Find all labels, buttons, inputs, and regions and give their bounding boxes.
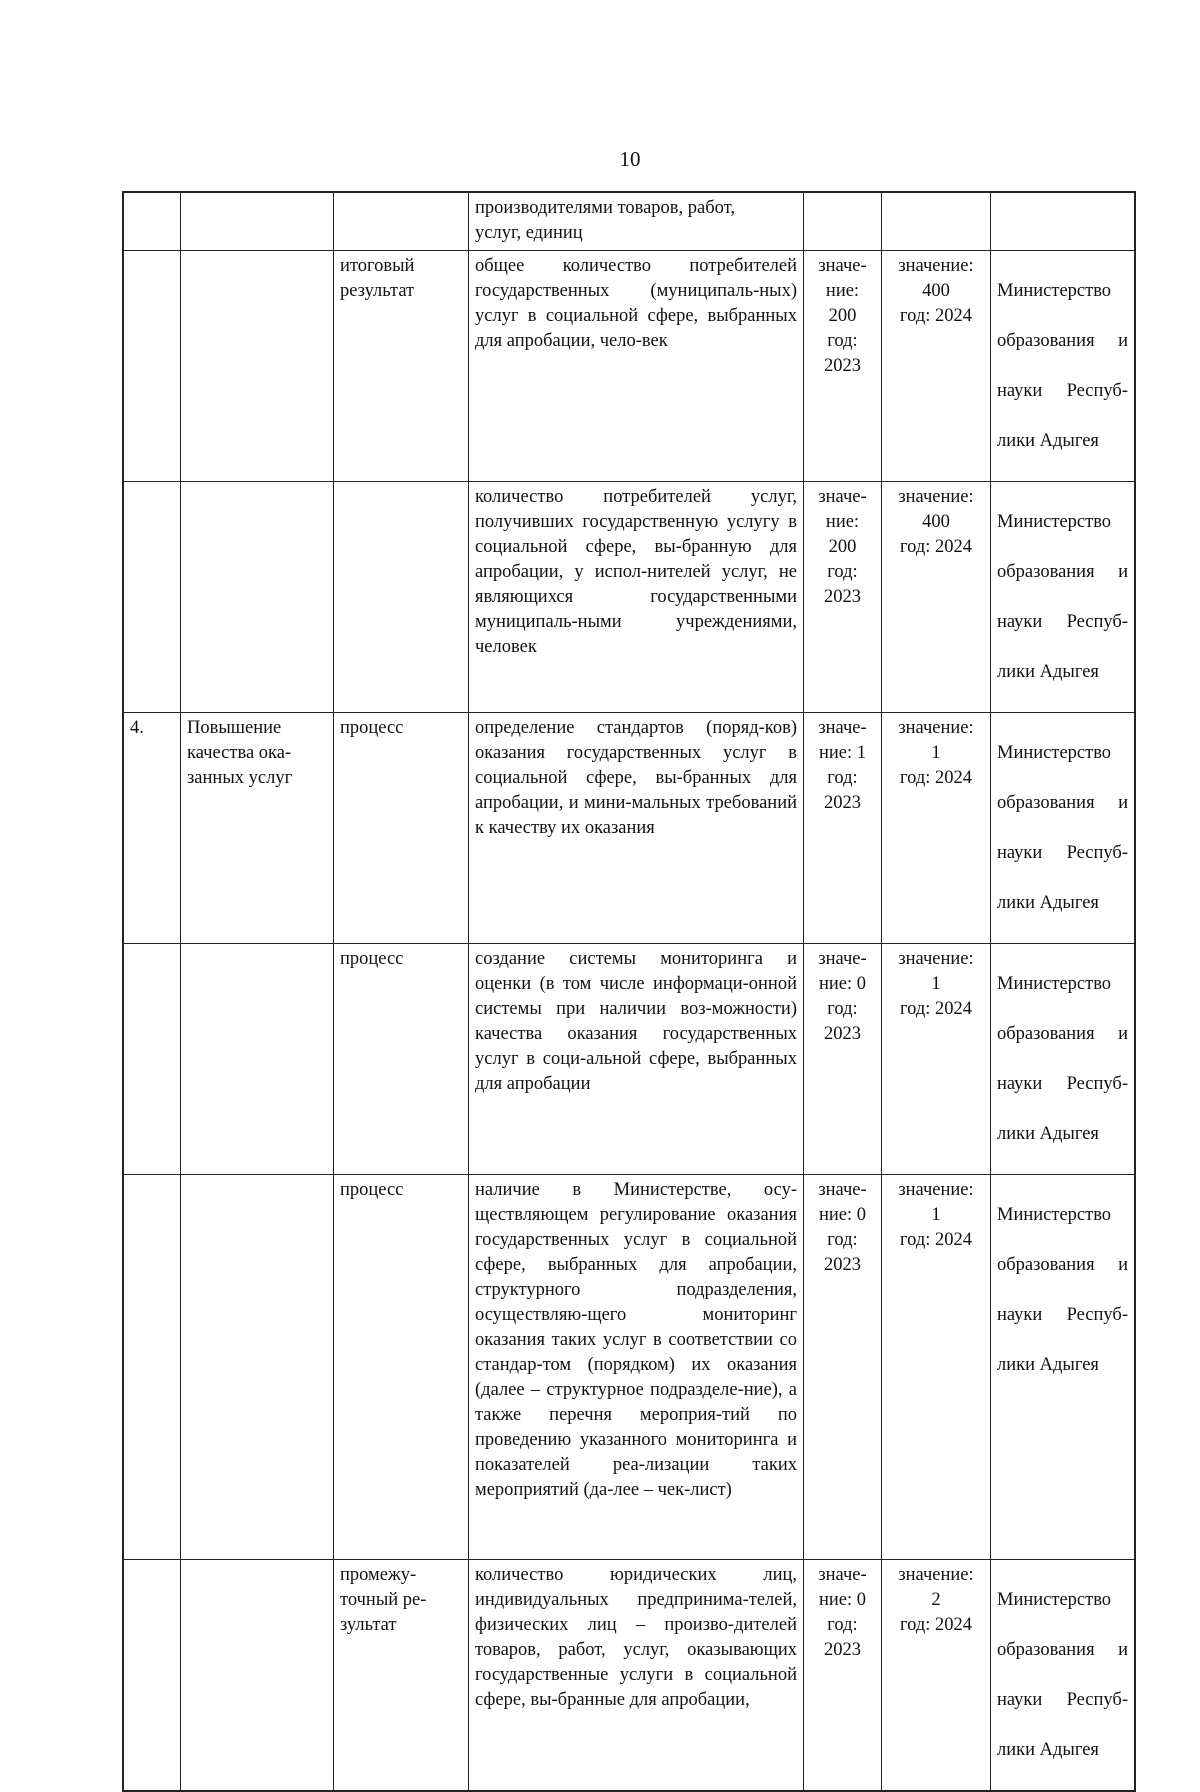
indicator-type-cell: процесс [334, 712, 469, 943]
responsible-line: Министерство [997, 973, 1112, 994]
row-number-cell [123, 1559, 181, 1791]
base-value-cell: значе- ние: 1 год: 2023 [804, 712, 882, 943]
indicator-cell: количество юридических лиц, индивидуальных предпринима-телей, физических лиц – произво-дителей товаров, работ, услуг, оказывающих государственные услуги в социальной сфере, вы-бранные для апробации, [469, 1559, 804, 1791]
table-row [123, 712, 1135, 943]
table-row [123, 1559, 1135, 1791]
task-cell [181, 1559, 334, 1791]
row-number-cell [123, 1174, 181, 1559]
target-value-cell: значение: 400 год: 2024 [882, 481, 991, 712]
responsible-line: лики Адыгея [997, 1354, 1099, 1375]
target-value-cell: значение: 2 год: 2024 [882, 1559, 991, 1791]
target-value-cell [882, 192, 991, 250]
indicator-cell: определение стандартов (поряд-ков) оказания государственных услуг в социальной сфере, вы-бранных для апробации, и мини-мальных требований к качеству их оказания [469, 712, 804, 943]
row-number-cell [123, 192, 181, 250]
responsible-line: образования и [997, 1023, 1128, 1044]
task-cell [181, 1174, 334, 1559]
responsible-line: науки Респуб- [997, 1689, 1128, 1710]
responsible-line: образования и [997, 561, 1128, 582]
indicator-type-cell: процесс [334, 943, 469, 1174]
task-cell [181, 943, 334, 1174]
target-value-cell: значение: 1 год: 2024 [882, 1174, 991, 1559]
responsible-line: науки Респуб- [997, 842, 1128, 863]
target-value-cell: значение: 1 год: 2024 [882, 712, 991, 943]
responsible-cell [991, 1174, 1136, 1559]
responsible-line: Министерство [997, 1589, 1112, 1610]
indicator-cell: наличие в Министерстве, осу-ществляющем регулирование оказания государственных услуг в социальной сфере, выбранных для апробации, структурного подразделения, осуществляю-щего мониторинг оказания таких услуг в соответствии со стандар-том (порядком) их оказания (далее – структурное подразделе-ние), а также перечня мероприя-тий по проведению указанного мониторинга и показателей реа-лизации таких мероприятий (да-лее – чек-лист) [469, 1174, 804, 1559]
indicator-cell: создание системы мониторинга и оценки (в том числе информаци-онной системы при наличии воз-можности) качества оказания государственных услуг в соци-альной сфере, выбранных для апробации [469, 943, 804, 1174]
responsible-line: образования и [997, 1254, 1128, 1275]
indicator-type-cell: процесс [334, 1174, 469, 1559]
responsible-line: лики Адыгея [997, 1123, 1099, 1144]
indicator-cell: общее количество потребителей государственных (муниципаль-ных) услуг в социальной сфере, выбранных для апробации, чело-век [469, 250, 804, 481]
responsible-cell [991, 481, 1136, 712]
table-row [123, 1174, 1135, 1559]
target-value-cell: значение: 400 год: 2024 [882, 250, 991, 481]
target-value-cell: значение: 1 год: 2024 [882, 943, 991, 1174]
responsible-line: лики Адыгея [997, 430, 1099, 451]
row-number-cell [123, 943, 181, 1174]
responsible-cell [991, 1559, 1136, 1791]
indicators-table [122, 191, 1136, 1792]
row-number-cell [123, 250, 181, 481]
responsible-line: образования и [997, 1639, 1128, 1660]
row-number-cell: 4. [123, 712, 181, 943]
base-value-cell: значе- ние: 200 год: 2023 [804, 481, 882, 712]
base-value-cell [804, 192, 882, 250]
responsible-line: Министерство [997, 1204, 1112, 1225]
responsible-line: лики Адыгея [997, 1739, 1099, 1760]
task-cell [181, 192, 334, 250]
base-value-cell: значе- ние: 0 год: 2023 [804, 1559, 882, 1791]
row-number-cell [123, 481, 181, 712]
base-value-cell: значе- ние: 0 год: 2023 [804, 943, 882, 1174]
responsible-line: науки Респуб- [997, 1073, 1128, 1094]
responsible-line: образования и [997, 330, 1128, 351]
base-value-cell: значе- ние: 0 год: 2023 [804, 1174, 882, 1559]
responsible-line: науки Респуб- [997, 380, 1128, 401]
table-row [123, 943, 1135, 1174]
responsible-line: науки Респуб- [997, 1304, 1128, 1325]
responsible-line: образования и [997, 792, 1128, 813]
responsible-line: лики Адыгея [997, 661, 1099, 682]
base-value-cell: значе- ние: 200 год: 2023 [804, 250, 882, 481]
responsible-line: науки Респуб- [997, 611, 1128, 632]
task-cell [181, 250, 334, 481]
task-cell: Повышение качества ока- занных услуг [181, 712, 334, 943]
responsible-line: Министерство [997, 280, 1112, 301]
table-row [123, 192, 1135, 250]
responsible-cell [991, 712, 1136, 943]
responsible-cell [991, 943, 1136, 1174]
indicator-type-cell: итоговый результат [334, 250, 469, 481]
responsible-cell [991, 250, 1136, 481]
task-cell [181, 481, 334, 712]
responsible-cell [991, 192, 1136, 250]
indicator-type-cell [334, 481, 469, 712]
indicator-cell: количество потребителей услуг, получивших государственную услугу в социальной сфере, вы-бранную для апробации, у испол-нителей услуг, не являющихся государственными муниципаль-ными учреждениями, человек [469, 481, 804, 712]
indicator-type-cell [334, 192, 469, 250]
responsible-line: лики Адыгея [997, 892, 1099, 913]
table-row [123, 481, 1135, 712]
table-row [123, 250, 1135, 481]
responsible-line: Министерство [997, 742, 1112, 763]
page-number: 10 [619, 147, 641, 171]
indicator-type-cell: промежу- точный ре- зультат [334, 1559, 469, 1791]
responsible-line: Министерство [997, 511, 1112, 532]
indicator-cell: производителями товаров, работ, услуг, единиц [469, 192, 804, 250]
